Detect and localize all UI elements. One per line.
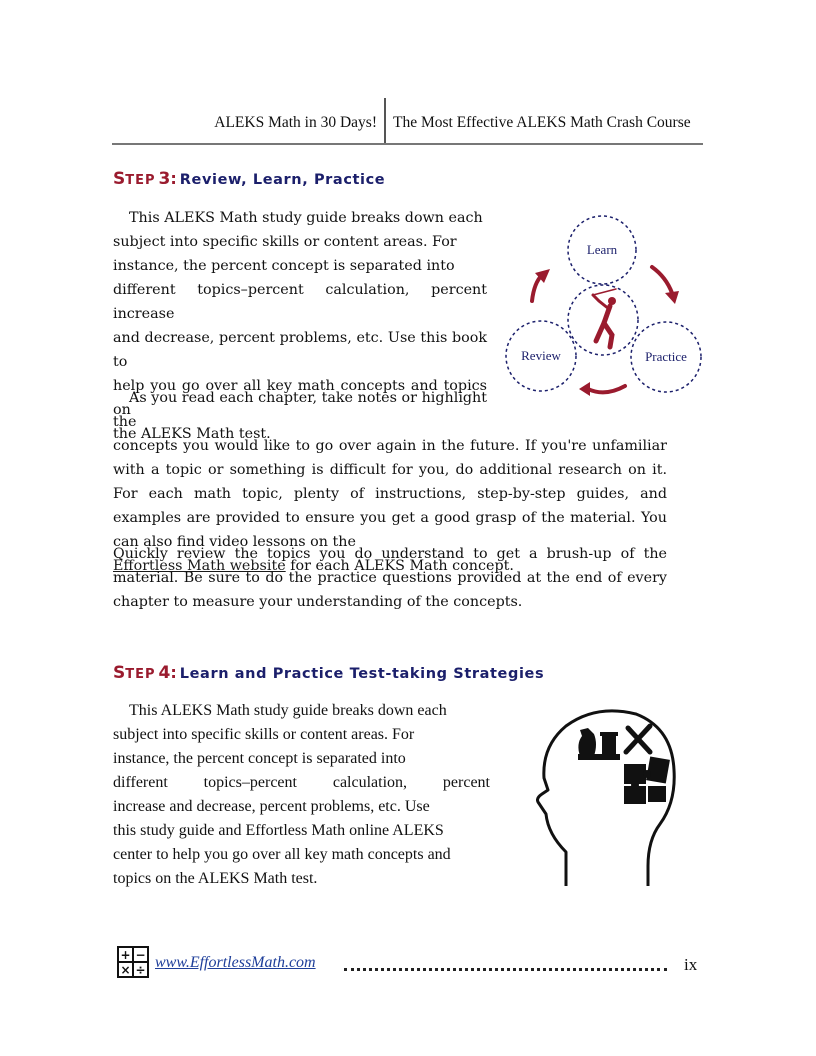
step-4-number: 4 bbox=[158, 663, 171, 683]
paragraph-text: for each ALEKS Math concept. bbox=[285, 558, 514, 574]
text-line: instance, the percent concept is separated into bbox=[113, 750, 406, 767]
text-line: center to help you go over all key math concepts and bbox=[113, 846, 451, 863]
text-line: subject into specific skills or content areas. For bbox=[113, 234, 457, 250]
running-header-subtitle: The Most Effective ALEKS Math Crash Course bbox=[393, 114, 691, 131]
step-3-title: Review, Learn, Practice bbox=[179, 172, 386, 188]
step-4-title: Learn and Practice Test-taking Strategies bbox=[179, 666, 545, 682]
practice-label: Practice bbox=[645, 349, 687, 364]
text-line: subject into specific skills or content areas. For bbox=[113, 726, 415, 743]
text-line: increase and decrease, percent problems, etc. Use bbox=[113, 798, 430, 815]
text-line: and decrease, percent problems, etc. Use this book to bbox=[113, 330, 487, 370]
review-learn-practice-cycle-diagram bbox=[500, 213, 710, 403]
step-3-initial: S bbox=[113, 169, 126, 189]
header-rule bbox=[112, 143, 703, 145]
text-line: the ALEKS Math test. bbox=[113, 426, 271, 442]
text-line: help you go over all key math concepts and topics on bbox=[113, 378, 487, 418]
step-4-initial: S bbox=[113, 663, 126, 683]
arrow-learn-to-practice bbox=[652, 267, 672, 293]
step-3-colon: : bbox=[170, 169, 177, 188]
times-symbol: × bbox=[120, 963, 131, 977]
text-line: instance, the percent concept is separated into bbox=[113, 258, 455, 274]
step-3-paragraph-3: Quickly review the topics you do understand to get a brush-up of the material. Be sure to do the practice questions provided at the end of every chapter to measure your understanding of the concepts. bbox=[113, 546, 667, 610]
step-4-heading bbox=[113, 663, 544, 683]
header-separator bbox=[384, 98, 386, 144]
golfer-icon bbox=[593, 289, 616, 347]
running-header-book-title: ALEKS Math in 30 Days! bbox=[214, 114, 377, 131]
step-4-colon: : bbox=[170, 663, 177, 682]
text-line: topics on the ALEKS Math test. bbox=[113, 870, 318, 887]
review-label: Review bbox=[521, 348, 561, 363]
text-line bbox=[113, 771, 490, 795]
text-line: This ALEKS Math study guide breaks down each bbox=[129, 702, 447, 719]
text-line: different topics–percent calculation, percent increase bbox=[113, 282, 487, 322]
chess-pieces-icon bbox=[578, 728, 620, 760]
step-3-number: 3 bbox=[158, 169, 171, 189]
arrowhead-icon bbox=[665, 291, 679, 304]
text-line: This ALEKS Math study guide breaks down each bbox=[129, 210, 483, 226]
step-4-small-caps: TEP bbox=[125, 667, 156, 682]
page-number: ix bbox=[684, 955, 698, 974]
tools-icon bbox=[626, 726, 650, 752]
text-span: different topics–percent calculation, percent bbox=[113, 774, 490, 791]
puzzle-icon bbox=[624, 756, 670, 804]
step-4-paragraph bbox=[113, 699, 490, 891]
plus-symbol: + bbox=[120, 948, 131, 962]
head-strategy-icon bbox=[536, 706, 678, 902]
math-operations-logo-icon bbox=[117, 946, 149, 978]
learn-label: Learn bbox=[586, 242, 618, 257]
text-line: this study guide and Effortless Math online ALEKS bbox=[113, 822, 444, 839]
footer-dotted-leader bbox=[344, 968, 667, 971]
text-line: As you read each chapter, take notes or highlight the bbox=[113, 390, 487, 430]
divide-symbol: ÷ bbox=[135, 963, 146, 977]
effortless-math-website-link[interactable]: Effortless Math website bbox=[113, 558, 286, 574]
paragraph-text: concepts you would like to go over again in the future. If you're unfamiliar with a topic or something is difficult for you, do additional research on it. For each math topic, plenty of instructions, step-by-step guides, and examples are provided to ensure you get a good grasp of the material. You can also find video lessons on the bbox=[113, 438, 667, 550]
minus-symbol: − bbox=[135, 948, 146, 962]
footer-website-link[interactable]: www.EffortlessMath.com bbox=[155, 954, 316, 971]
step-3-small-caps: TEP bbox=[125, 173, 156, 188]
step-3-heading bbox=[113, 169, 385, 189]
